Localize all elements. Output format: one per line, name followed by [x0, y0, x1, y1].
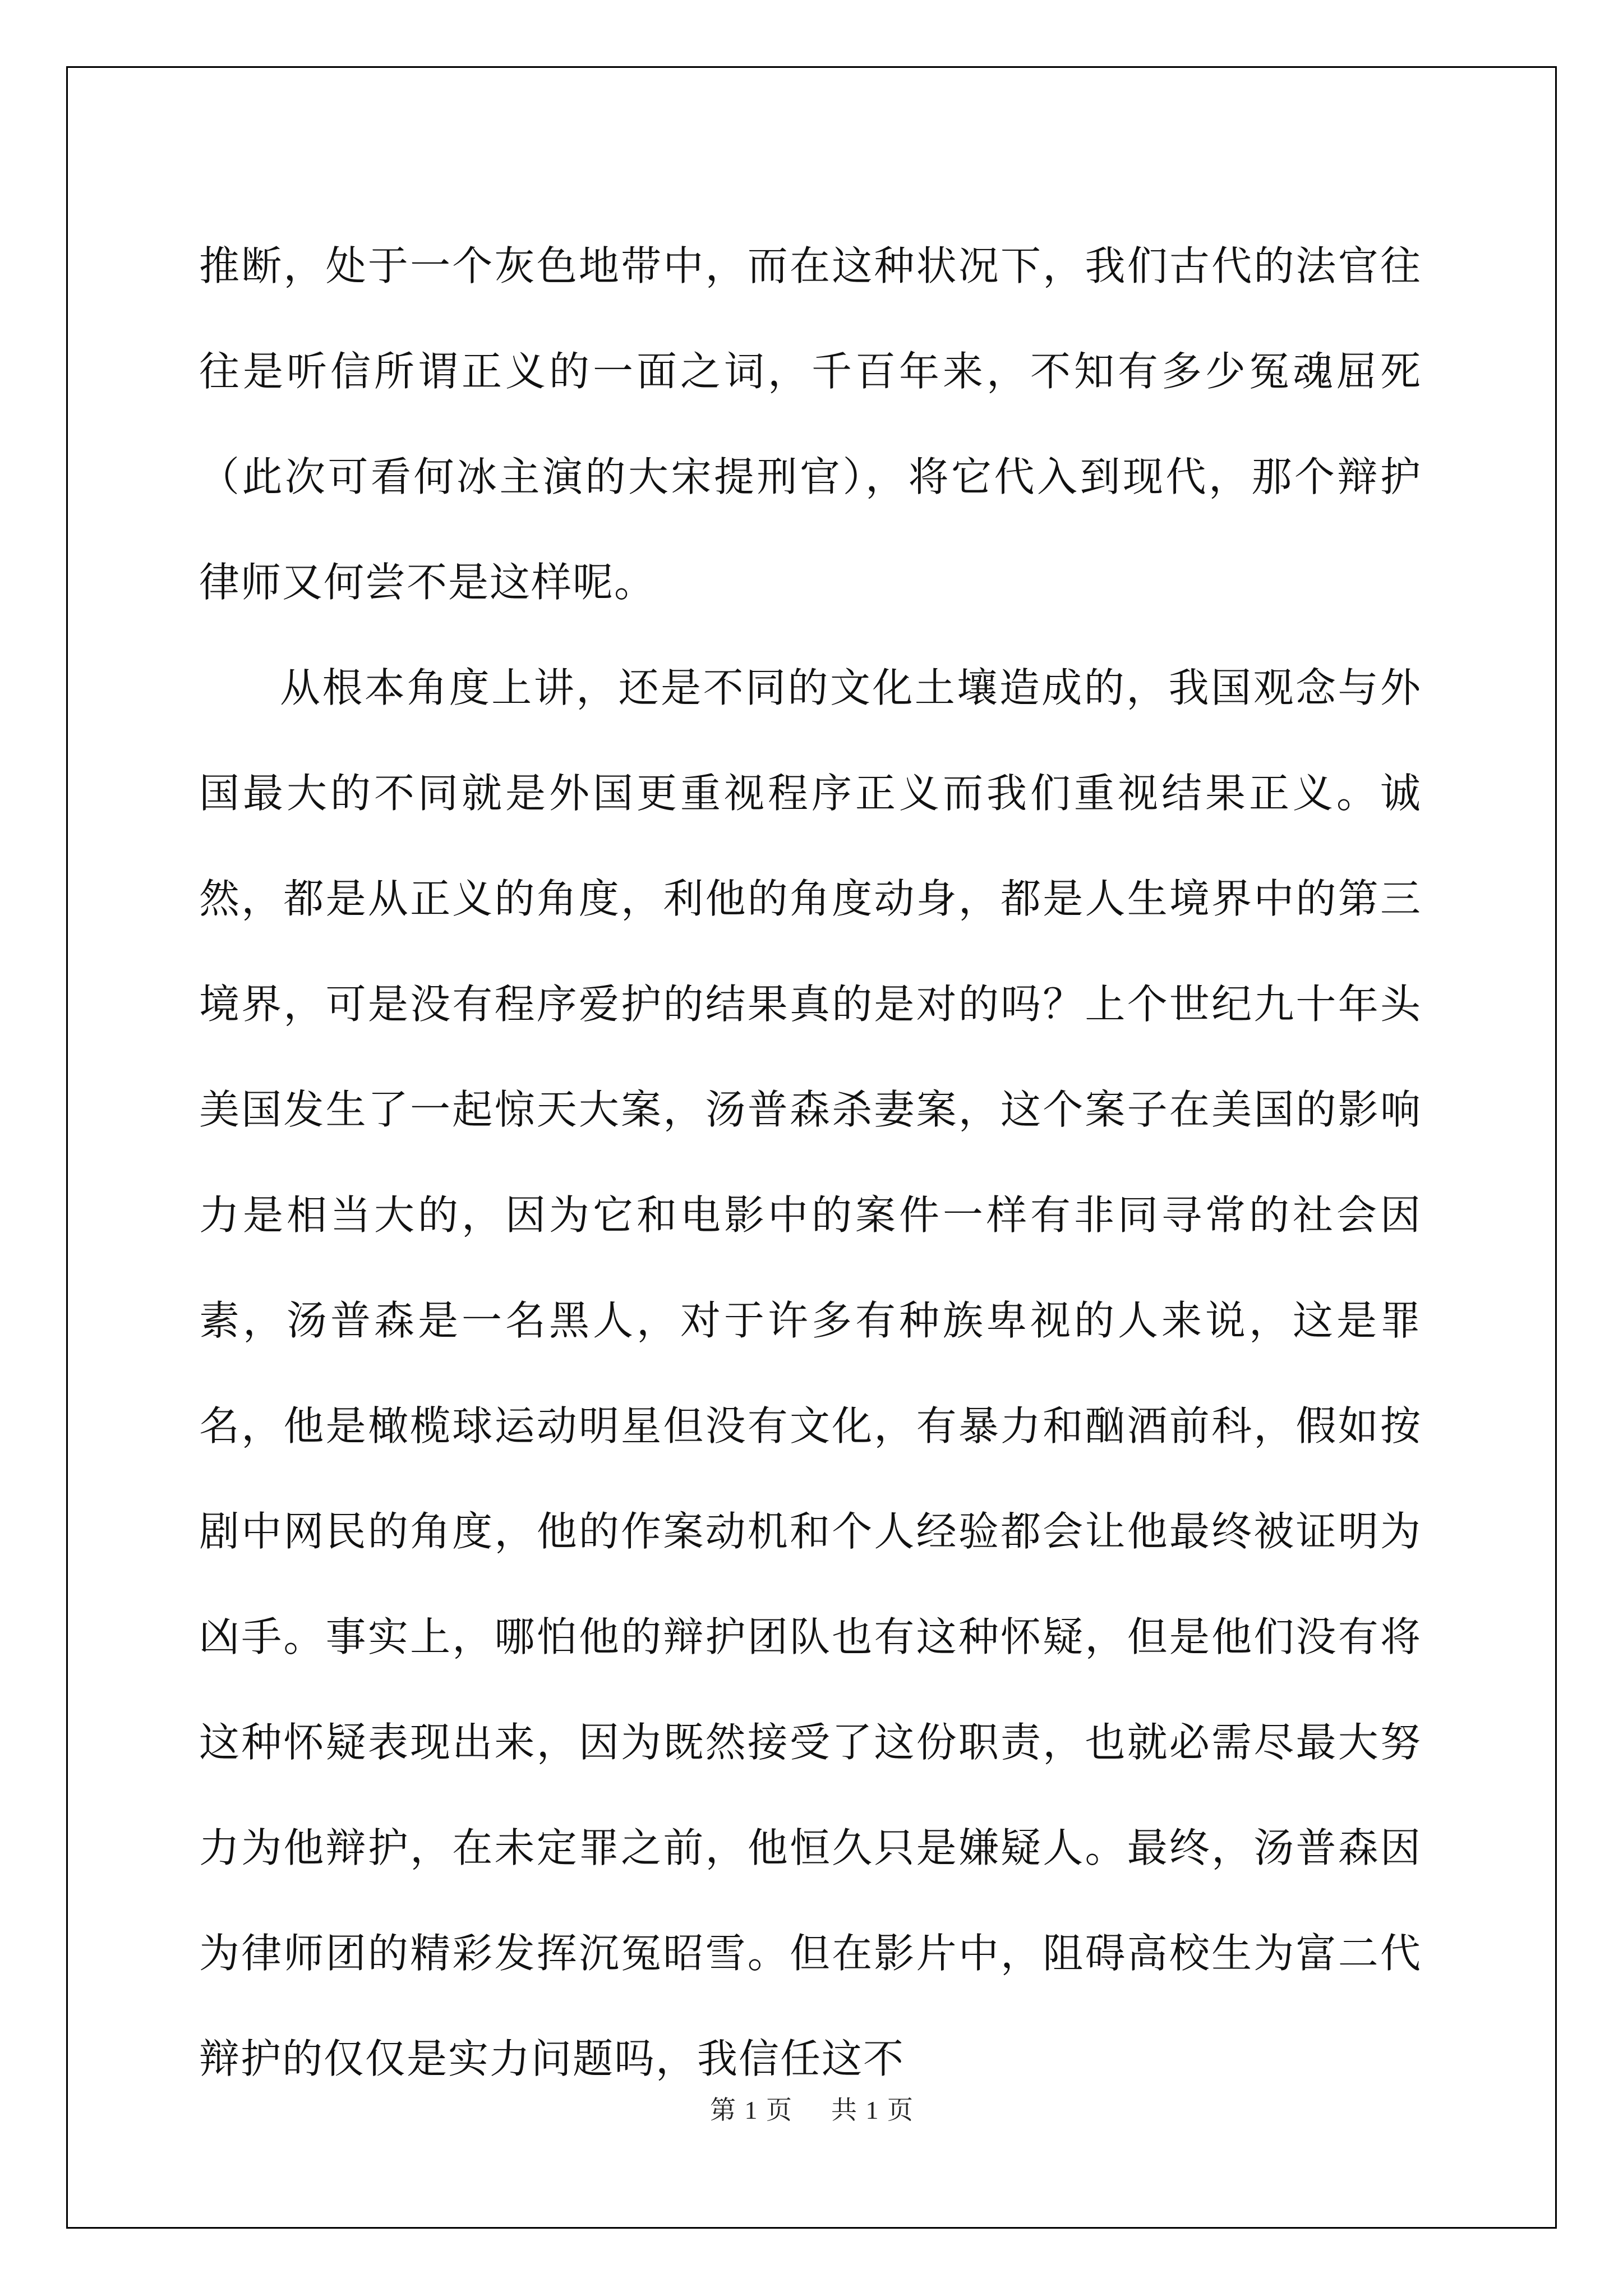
page-total: 共 1 页 [831, 2096, 913, 2124]
page-number: 第 1 页 [710, 2096, 792, 2124]
page-footer [0, 2090, 1623, 2127]
document-body [199, 213, 1422, 2111]
paragraph-1: 推断，处于一个灰色地带中，而在这种状况下，我们古代的法官往往是听信所谓正义的一面之词，千百年来，不知有多少冤魂屈死（此次可看何冰主演的大宋提刑官），将它代入到现代，那个辩护律师又何尝不是这样呢。 [199, 242, 1422, 606]
paragraph-2: 从根本角度上讲，还是不同的文化土壤造成的，我国观念与外国最大的不同就是外国更重视程序正义而我们重视结果正义。诚然，都是从正义的角度，利他的角度动身，都是人生境界中的第三境界，可是没有程序爱护的结果真的是对的吗？上个世纪九十年头美国发生了一起惊天大案，汤普森杀妻案，这个案子在美国的影响力是相当大的，因为它和电影中的案件一样有非同寻常的社会因素，汤普森是一名黑人，对于许多有种族卑视的人来说，这是罪名，他是橄榄球运动明星但没有文化，有暴力和酗酒前科，假如按剧中网民的角度，他的作案动机和个人经验都会让他最终被证明为凶手。事实上，哪怕他的辩护团队也有这种怀疑，但是他们没有将这种怀疑表现出来，因为既然接受了这份职责，也就必需尽最大努力为他辩护，在未定罪之前，他恒久只是嫌疑人。最终，汤普森因为律师团的精彩发挥沉冤昭雪。但在影片中，阻碍高校生为富二代辩护的仅仅是实力问题吗，我信任这不 [199, 664, 1422, 2082]
